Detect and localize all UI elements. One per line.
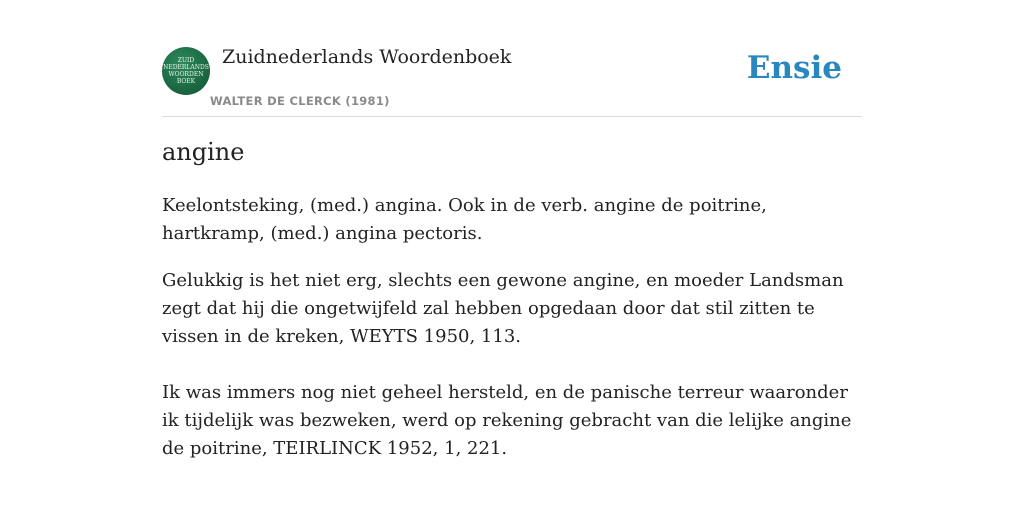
logo-line: ZUID (177, 57, 195, 64)
ensie-brand-link[interactable]: Ensie (746, 50, 842, 86)
entry-headword: angine (162, 138, 245, 166)
dictionary-header (162, 0, 862, 117)
entry-example: Gelukkig is het niet erg, slechts een gewone angine, en moeder Landsman zegt dat hij die ongetwijfeld zal hebben opgedaan door dat stil zitten te vissen in de kreken, WEYTS 1950, 113. (162, 270, 844, 347)
dictionary-author: WALTER DE CLERCK (1981) (210, 94, 390, 108)
logo-line: BOEK (176, 78, 196, 85)
entry-definition: Keelontsteking, (med.) angina. Ook in de verb. angine de poitrine, hartkramp, (med.) angina pectoris. (162, 195, 767, 244)
logo-line: WOORDEN (168, 71, 204, 78)
dictionary-logo[interactable] (162, 47, 210, 95)
dictionary-title[interactable]: Zuidnederlands Woordenboek (222, 46, 512, 68)
page-container (162, 0, 862, 459)
entry-example: Ik was immers nog niet geheel hersteld, en de panische terreur waaronder ik tijdelijk was bezweken, werd op rekening gebracht van die lelijke angine de poitrine, TEIRLINCK 1952, 1, 221. (162, 382, 852, 459)
logo-line: NEDERLANDS (163, 64, 209, 71)
